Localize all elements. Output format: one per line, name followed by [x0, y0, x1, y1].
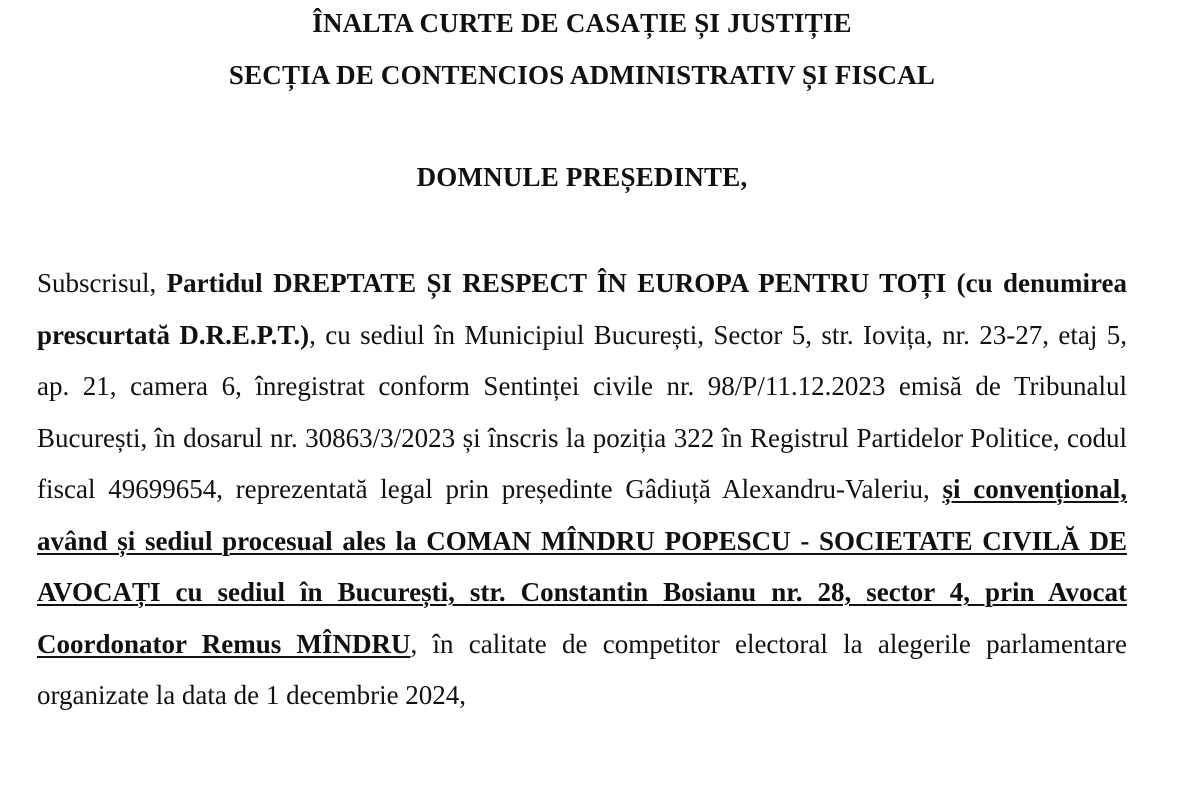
section-title: SECȚIA DE CONTENCIOS ADMINISTRATIV ȘI FISCAL [228, 60, 936, 90]
party-name: Partidul DREPTATE ȘI RESPECT ÎN EUROPA PENTRU TOȚI (cu denumirea prescurtată D.R.E.P.T.) [37, 268, 1127, 350]
salutation: DOMNULE PREȘEDINTE, [416, 162, 748, 192]
representation-text: și convențional, având și sediul procesual ales la COMAN MÎNDRU POPESCU - SOCIETATE CIVILĂ DE AVOCAȚI cu sediul în București, str. Constantin Bosianu nr. 28, sector 4, prin Avocat Coordonator Remus MÎNDRU [37, 474, 1127, 659]
petition-paragraph [37, 258, 1127, 722]
closing-text: , în calitate de competitor electoral la alegerile parlamentare organizate la data de 1 decembrie 2024, [37, 628, 1127, 710]
party-details: , cu sediul în Municipiul București, Sector 5, str. Iovița, nr. 23-27, etaj 5, ap. 21, camera 6, înregistrat conform Sentinței civile nr. 98/P/11.12.2023 emisă de Tribunalul București, în dosarul nr. 30863/3/2023 și înscris la poziția 322 în Registrul Partidelor Politice, codul fiscal 49699654, reprezentată legal prin președinte Gâdiuță Alexandru-Valeriu, [37, 319, 1127, 504]
intro-text: Subscrisul, [37, 268, 167, 298]
court-title: ÎNALTA CURTE DE CASAȚIE ȘI JUSTIȚIE [312, 8, 852, 38]
